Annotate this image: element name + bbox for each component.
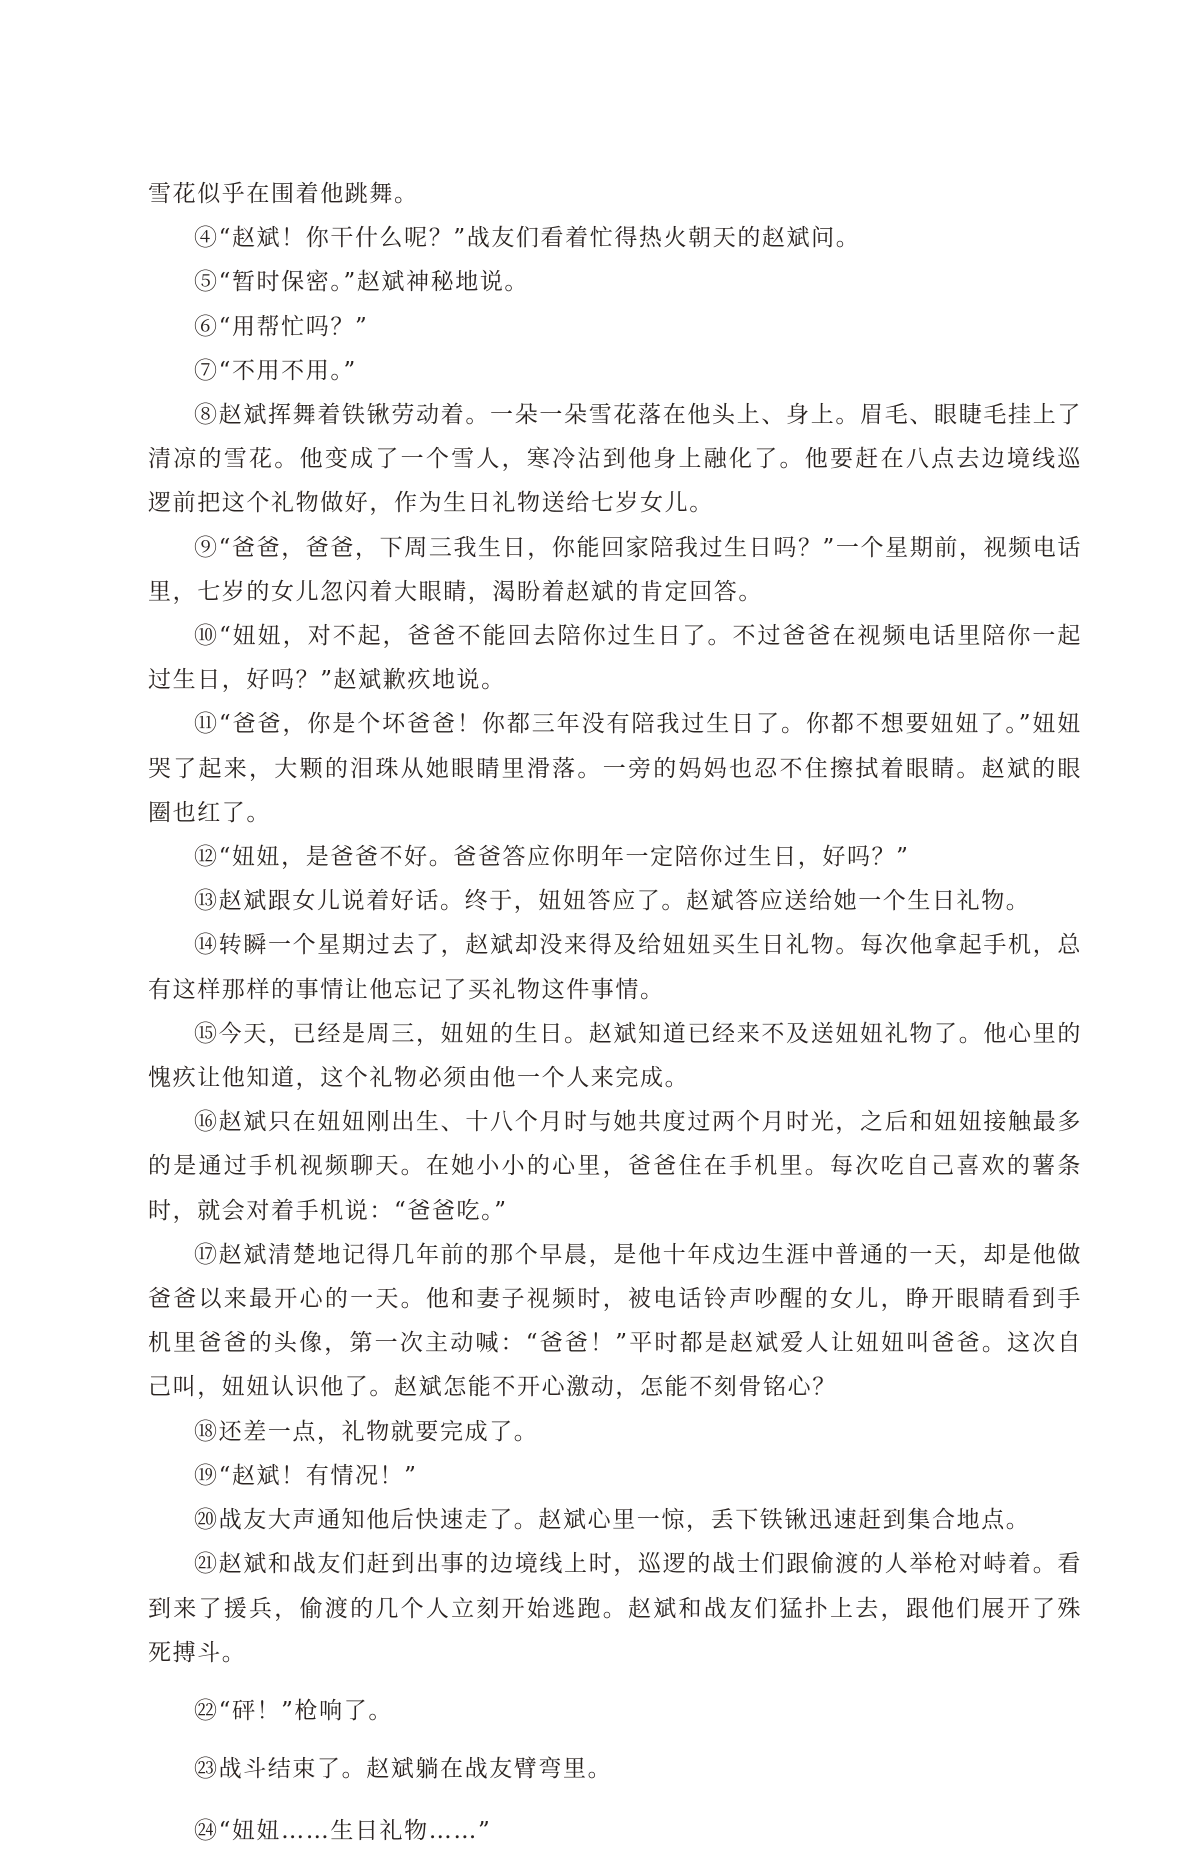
story-text: [148, 172, 1082, 1854]
paragraph-6: ⑥“用帮忙吗？”: [194, 313, 369, 340]
paragraph-5: ⑤“暂时保密。”赵斌神秘地说。: [194, 269, 530, 296]
paragraph-18: ⑱还差一点，礼物就要完成了。: [194, 1418, 539, 1445]
paragraph-15: ⑮今天，已经是周三，妞妞的生日。赵斌知道已经来不及送妞妞礼物了。他心里的愧疚让他知道，这个礼物必须由他一个人来完成。: [148, 1020, 1082, 1092]
paragraph-21: ㉑赵斌和战友们赶到出事的边境线上时，巡逻的战士们跟偷渡的人举枪对峙着。看到来了援兵，偷渡的几个人立刻开始逃跑。赵斌和战友们猛扑上去，跟他们展开了殊死搏斗。: [148, 1551, 1082, 1666]
paragraph-continued: 雪花似乎在围着他跳舞。: [148, 181, 419, 207]
paragraph-17: ⑰赵斌清楚地记得几年前的那个早晨，是他十年戍边生涯中普通的一天，却是他做爸爸以来最开心的一天。他和妻子视频时，被电话铃声吵醒的女儿，睁开眼睛看到手机里爸爸的头像，第一次主动喊：“爸爸！”平时都是赵斌爱人让妞妞叫爸爸。这次自己叫，妞妞认识他了。赵斌怎能不开心激动，怎能不刻骨铭心？: [148, 1241, 1082, 1401]
paragraph-24: ㉔“妞妞……生日礼物……”: [194, 1818, 492, 1845]
paragraph-11: ⑪“爸爸，你是个坏爸爸！你都三年没有陪我过生日了。你都不想要妞妞了。”妞妞哭了起来，大颗的泪珠从她眼睛里滑落。一旁的妈妈也忍不住擦拭着眼睛。赵斌的眼圈也红了。: [148, 711, 1082, 826]
paragraph-13: ⑬赵斌跟女儿说着好话。终于，妞妞答应了。赵斌答应送给她一个生日礼物。: [194, 888, 1031, 915]
paragraph-14: ⑭转瞬一个星期过去了，赵斌却没来得及给妞妞买生日礼物。每次他拿起手机，总有这样那样的事情让他忘记了买礼物这件事情。: [148, 932, 1082, 1003]
paragraph-9: ⑨“爸爸，爸爸，下周三我生日，你能回家陪我过生日吗？”一个星期前，视频电话里，七岁的女儿忽闪着大眼睛，渴盼着赵斌的肯定回答。: [148, 534, 1082, 605]
paragraph-10: ⑩“妞妞，对不起，爸爸不能回去陪你过生日了。不过爸爸在视频电话里陪你一起过生日，好吗？”赵斌歉疚地说。: [148, 623, 1082, 694]
paragraph-19: ⑲“赵斌！有情况！”: [194, 1462, 418, 1489]
paragraph-16: ⑯赵斌只在妞妞刚出生、十八个月时与她共度过两个月时光，之后和妞妞接触最多的是通过手机视频聊天。在她小小的心里，爸爸住在手机里。每次吃自己喜欢的薯条时，就会对着手机说：“爸爸吃。”: [148, 1109, 1082, 1224]
paragraph-7: ⑦“不用不用。”: [194, 357, 357, 384]
paragraph-12: ⑫“妞妞，是爸爸不好。爸爸答应你明年一定陪你过生日，好吗？”: [194, 844, 910, 871]
paragraph-8: ⑧赵斌挥舞着铁锹劳动着。一朵一朵雪花落在他头上、身上。眉毛、眼睫毛挂上了清凉的雪花。他变成了一个雪人，寒冷沾到他身上融化了。他要赶在八点去边境线巡逻前把这个礼物做好，作为生日礼物送给七岁女儿。: [148, 402, 1082, 517]
paragraph-23: ㉓战斗结束了。赵斌躺在战友臂弯里。: [194, 1756, 613, 1783]
paragraph-22: ㉒“砰！”枪响了。: [194, 1697, 393, 1724]
paragraph-4: ④“赵斌！你干什么呢？”战友们看着忙得热火朝天的赵斌问。: [194, 225, 861, 252]
paragraph-20: ⑳战友大声通知他后快速走了。赵斌心里一惊，丢下铁锹迅速赶到集合地点。: [194, 1507, 1031, 1534]
